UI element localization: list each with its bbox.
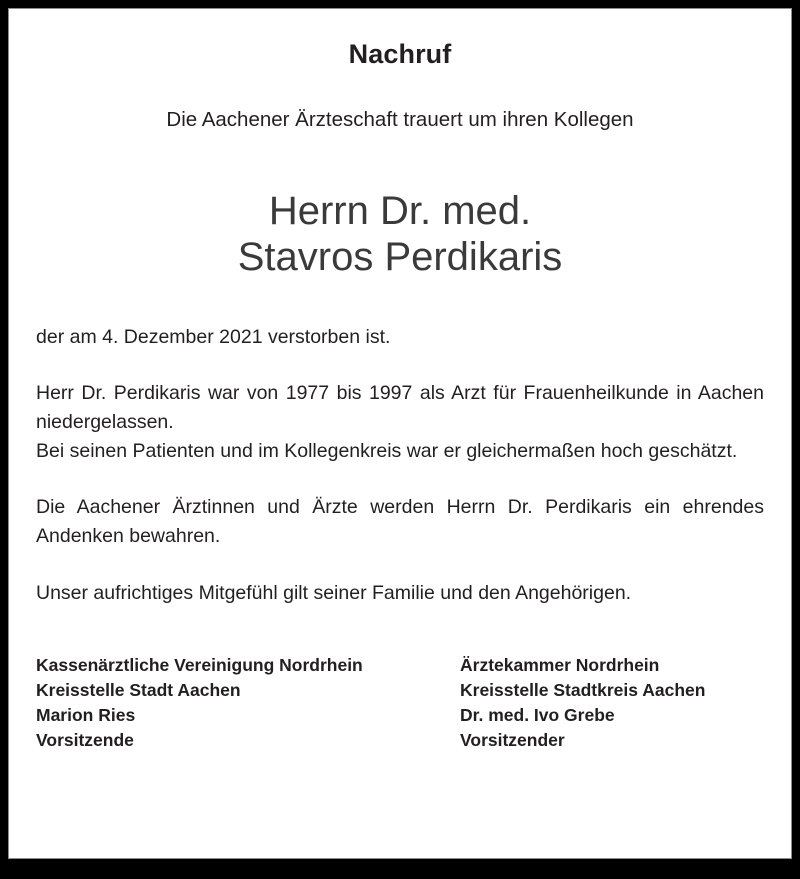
signatory-left-role: Vorsitzende <box>36 729 134 750</box>
body-paragraph-career: Herr Dr. Perdikaris war von 1977 bis 1997 als Arzt für Frauenheilkunde in Aachen niedergelassen. <box>36 382 764 433</box>
signatory-left-branch: Kreisstelle Stadt Aachen <box>36 680 241 701</box>
signatory-left-person: Marion Ries <box>36 704 136 725</box>
signatory-right-organisation: Ärztekammer Nordrhein <box>460 655 660 676</box>
obituary-body-text <box>36 323 764 608</box>
body-paragraph-remembrance: Die Aachener Ärztinnen und Ärzte werden Herrn Dr. Perdikaris ein ehrendes Andenken bewahren. <box>36 496 764 547</box>
signatory-right-branch: Kreisstelle Stadtkreis Aachen <box>460 680 706 701</box>
deceased-name-line-2: Stavros Perdikaris <box>237 234 563 279</box>
deceased-name-line-1: Herrn Dr. med. <box>268 188 532 233</box>
notice-subtitle: Die Aachener Ärzteschaft trauert um ihren Kollegen <box>166 108 634 132</box>
signature-block <box>36 653 764 752</box>
signatory-left <box>36 653 460 752</box>
body-paragraph-esteem: Bei seinen Patienten und im Kollegenkreis war er gleichermaßen hoch geschätzt. <box>36 439 738 462</box>
signatory-right-role: Vorsitzender <box>460 729 565 750</box>
body-paragraph-death-date: der am 4. Dezember 2021 verstorben ist. <box>36 325 391 348</box>
signatory-right-person: Dr. med. Ivo Grebe <box>460 704 615 725</box>
signatory-left-organisation: Kassenärztliche Vereinigung Nordrhein <box>36 655 363 676</box>
body-paragraph-condolence: Unser aufrichtiges Mitgefühl gilt seiner Familie und den Angehörigen. <box>36 581 632 604</box>
page-title: Nachruf <box>348 39 452 69</box>
deceased-name <box>36 188 764 280</box>
signatory-right <box>460 653 760 752</box>
obituary-card <box>8 8 792 859</box>
